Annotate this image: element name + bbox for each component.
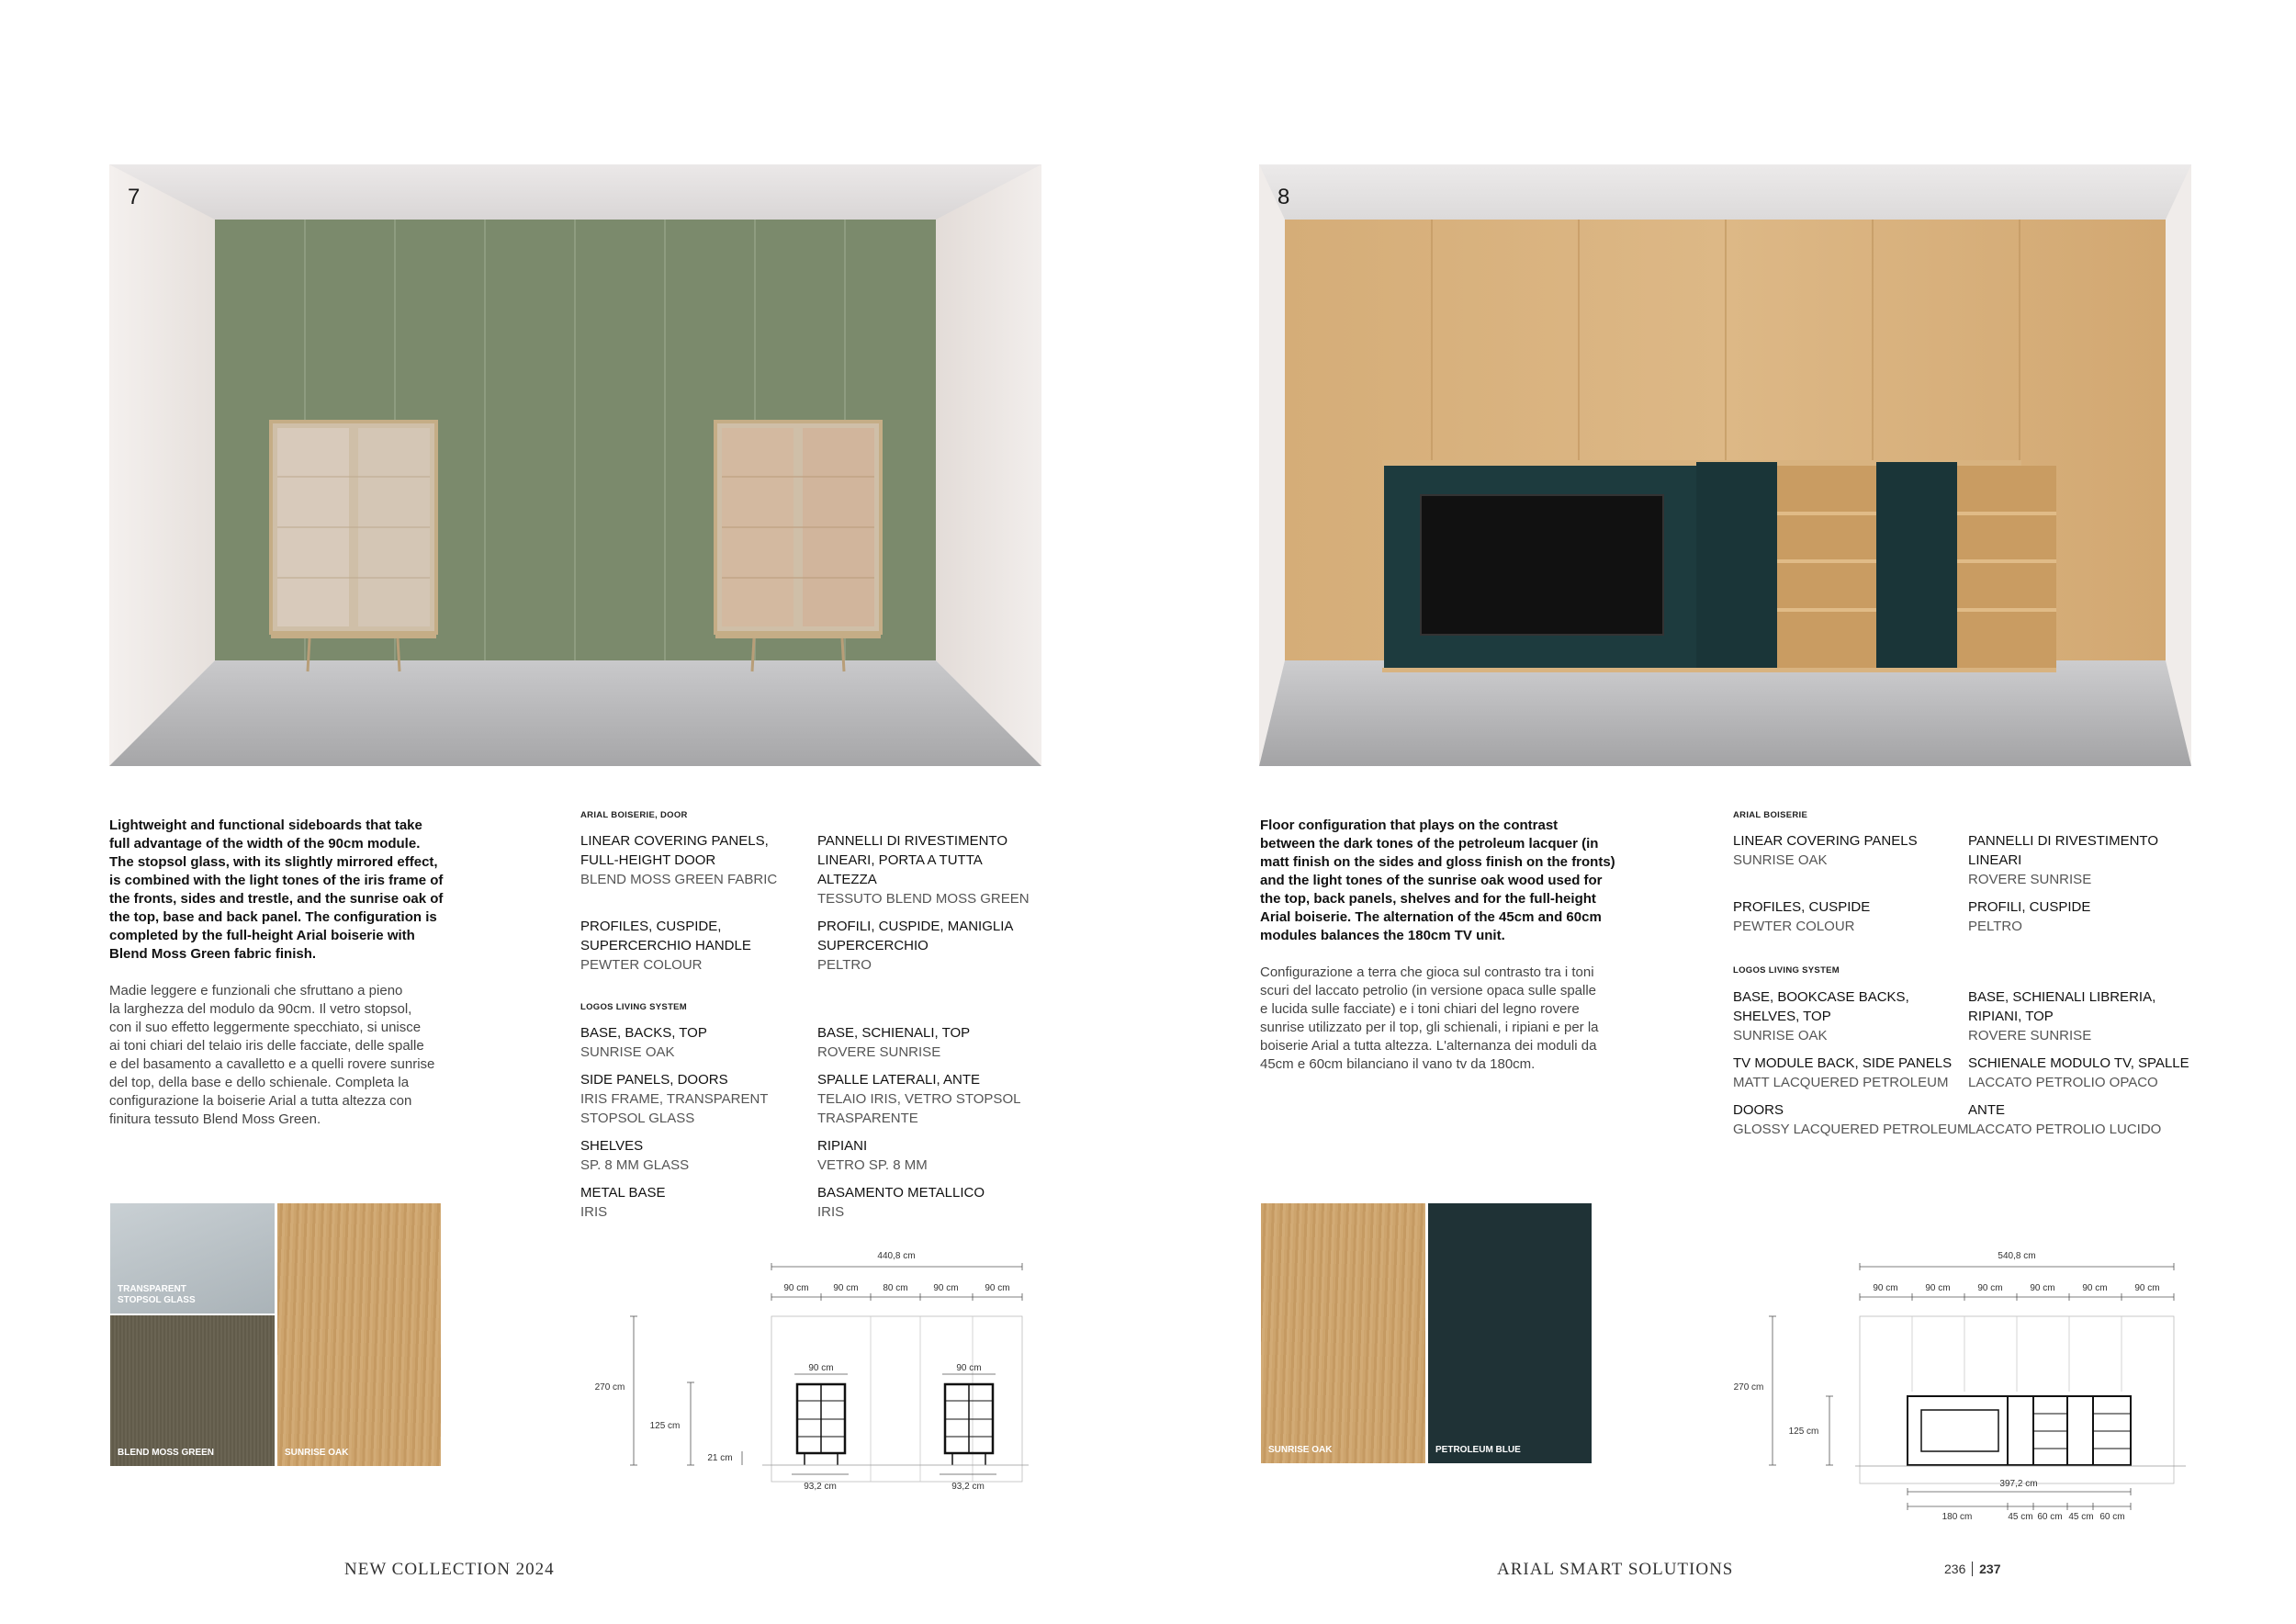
technical-drawing-left [588, 1245, 1047, 1506]
text-line: e del basamento a cavalletto e a quelli rovere sunrise [109, 1056, 435, 1072]
dim-base-part: 60 cm [2037, 1512, 2063, 1522]
spec-title: PROFILI, CUSPIDE, MANIGLIA [817, 919, 1014, 934]
spec-item-it [817, 831, 1030, 908]
dim-leg-height: 21 cm [707, 1453, 733, 1463]
spec-item-it [817, 1023, 970, 1062]
spec-title: PROFILES, CUSPIDE, [580, 919, 722, 934]
spec-title: LINEARI [1968, 852, 2022, 868]
spec-value: SP. 8 MM GLASS [580, 1157, 690, 1173]
spec-title: SHELVES [580, 1138, 644, 1154]
spec-item-it [1968, 1100, 2161, 1139]
footer-product-line: ARIAL SMART SOLUTIONS [1497, 1560, 1734, 1579]
spec-value: IRIS [580, 1204, 608, 1220]
text-line: between the dark tones of the petroleum lacquer (in [1260, 836, 1599, 851]
spec-title: LINEAR COVERING PANELS, [580, 833, 769, 849]
spec-item-it [1968, 987, 2155, 1045]
spec-item-en [1733, 1054, 1952, 1092]
swatch-label: SUNRISE OAK [285, 1448, 349, 1458]
text-line: con il suo effetto leggermente specchiato, si unisce [109, 1020, 422, 1035]
text-line: finitura tessuto Blend Moss Green. [109, 1111, 321, 1127]
photo-number: 7 [128, 185, 141, 209]
dim-module: 90 cm [985, 1283, 1010, 1293]
spec-value: STOPSOL GLASS [580, 1111, 695, 1126]
spec-value: TRASPARENTE [817, 1111, 918, 1126]
spec-title: LINEAR COVERING PANELS [1733, 833, 1918, 849]
dim-base-width: 93,2 cm [951, 1482, 985, 1492]
page-number-left: 236 [1944, 1562, 1966, 1576]
dim-unit-width: 90 cm [808, 1363, 834, 1373]
spec-value: SUNRISE OAK [1733, 1028, 1828, 1043]
spec-value: PELTRO [817, 957, 872, 973]
spec-title: PROFILI, CUSPIDE [1968, 899, 2091, 915]
spec-value: VETRO SP. 8 MM [817, 1157, 928, 1173]
dim-unit-height: 125 cm [1788, 1427, 1819, 1437]
text-line: the top, base and back panel. The configuration is [109, 909, 437, 925]
dim-module: 80 cm [883, 1283, 908, 1293]
spec-value: ROVERE SUNRISE [817, 1044, 941, 1060]
text-line: The stopsol glass, with its slightly mirrored effect, [109, 854, 438, 870]
spec-item-en [580, 1183, 666, 1222]
swatch-label: PETROLEUM BLUE [1435, 1445, 1521, 1455]
description-en [1260, 817, 1615, 945]
spec-value: PEWTER COLOUR [1733, 919, 1855, 934]
footer-collection: NEW COLLECTION 2024 [344, 1560, 555, 1579]
spec-item-en [1733, 987, 1909, 1045]
dim-unit-height: 125 cm [649, 1421, 681, 1431]
text-line: the fronts, sides and trestle, and the sunrise oak of [109, 891, 444, 907]
text-line: Arial boiserie. The alternation of the 45cm and 60cm [1260, 909, 1602, 925]
dim-module: 90 cm [1977, 1283, 2003, 1293]
section-title-logos: LOGOS LIVING SYSTEM [1733, 965, 1840, 976]
spec-title: RIPIANI, TOP [1968, 1009, 2054, 1024]
swatch-sunrise-oak [1261, 1203, 1425, 1463]
spec-item-en [580, 1136, 689, 1175]
spec-title: BASE, BACKS, TOP [580, 1025, 707, 1041]
dim-base-part: 60 cm [2099, 1512, 2125, 1522]
room-render-8 [1259, 164, 2191, 766]
text-line: Madie leggere e funzionali che sfruttano a pieno [109, 983, 403, 998]
dim-module: 90 cm [2134, 1283, 2160, 1293]
text-line: completed by the full-height Arial boiserie with [109, 928, 415, 943]
text-line: full advantage of the width of the 90cm module. [109, 836, 421, 851]
spec-title: SPALLE LATERALI, ANTE [817, 1072, 981, 1088]
section-title-logos: LOGOS LIVING SYSTEM [580, 1002, 688, 1012]
text-line: Configurazione a terra che gioca sul contrasto tra i toni [1260, 964, 1594, 980]
dim-module: 90 cm [1873, 1283, 1898, 1293]
spec-value: BLEND MOSS GREEN FABRIC [580, 872, 778, 887]
swatch-stopsol-glass [110, 1203, 275, 1314]
spec-item-en [580, 917, 751, 975]
swatch-sunrise-oak [277, 1203, 441, 1466]
dim-unit-width: 90 cm [956, 1363, 982, 1373]
spec-title: PANNELLI DI RIVESTIMENTO [1968, 833, 2158, 849]
text-line: matt finish on the sides and gloss finish on the fronts) [1260, 854, 1615, 870]
text-line: Floor configuration that plays on the contrast [1260, 818, 1559, 833]
photo-sideboards [109, 164, 1041, 766]
spec-title: PANNELLI DI RIVESTIMENTO [817, 833, 1007, 849]
spec-value: SUNRISE OAK [1733, 852, 1828, 868]
spec-title: SHELVES, TOP [1733, 1009, 1831, 1024]
dim-base-width: 93,2 cm [804, 1482, 837, 1492]
spec-item-it [817, 917, 1013, 975]
spec-title: SIDE PANELS, DOORS [580, 1072, 728, 1088]
spec-title: BASE, SCHIENALI LIBRERIA, [1968, 989, 2156, 1005]
spec-title: RIPIANI [817, 1138, 868, 1154]
dim-base-total: 397,2 cm [1999, 1479, 2038, 1489]
dim-module: 90 cm [783, 1283, 809, 1293]
dim-base-part: 180 cm [1941, 1512, 1973, 1522]
spec-value: PELTRO [1968, 919, 2022, 934]
dim-base-part: 45 cm [2068, 1512, 2094, 1522]
spec-title: METAL BASE [580, 1185, 666, 1201]
spec-value: IRIS FRAME, TRANSPARENT [580, 1091, 769, 1107]
spec-value: IRIS [817, 1204, 845, 1220]
sideboard-left [271, 422, 436, 671]
text-line: and the light tones of the sunrise oak wood used for [1260, 873, 1603, 888]
spec-title: TV MODULE BACK, SIDE PANELS [1733, 1055, 1953, 1071]
page-number-right: 237 [1979, 1562, 2001, 1576]
page-numbers [1944, 1562, 2001, 1576]
text-line: Lightweight and functional sideboards that take [109, 818, 422, 833]
spec-title: ANTE [1968, 1102, 2006, 1118]
spec-value: TESSUTO BLEND MOSS GREEN [817, 891, 1030, 907]
technical-drawing-right [1727, 1245, 2204, 1525]
dim-module: 90 cm [1925, 1283, 1951, 1293]
spec-title: ALTEZZA [817, 872, 877, 887]
description-it [109, 982, 434, 1129]
spec-item-it [1968, 831, 2158, 889]
spec-value: MATT LACQUERED PETROLEUM [1733, 1075, 1949, 1090]
text-line: the top, back panels, shelves and for the full-height [1260, 891, 1596, 907]
text-line: ai toni chiari del telaio iris delle facciate, delle spalle [109, 1038, 424, 1054]
spec-title: BASE, BOOKCASE BACKS, [1733, 989, 1909, 1005]
spec-value: LACCATO PETROLIO LUCIDO [1968, 1122, 2162, 1137]
spec-title: BASAMENTO METALLICO [817, 1185, 985, 1201]
spec-value: GLOSSY LACQUERED PETROLEUM [1733, 1122, 1969, 1137]
spec-item-en [580, 1070, 768, 1128]
spec-item-en [1733, 831, 1918, 870]
spec-item-en [1733, 897, 1870, 936]
spec-value: LACCATO PETROLIO OPACO [1968, 1075, 2158, 1090]
dim-total: 540,8 cm [1998, 1251, 2036, 1261]
dim-module: 90 cm [2030, 1283, 2055, 1293]
spec-title: BASE, SCHIENALI, TOP [817, 1025, 971, 1041]
photo-number: 8 [1277, 185, 1290, 209]
text-line: la larghezza del modulo da 90cm. Il vetro stopsol, [109, 1001, 412, 1017]
spec-item-en [580, 1023, 707, 1062]
dim-total: 440,8 cm [877, 1251, 916, 1261]
swatch-label: BLEND MOSS GREEN [118, 1448, 215, 1458]
section-title-boiserie: ARIAL BOISERIE [1733, 810, 1808, 820]
swatch-label: SUNRISE OAK [1268, 1445, 1333, 1455]
dim-base-part: 45 cm [2008, 1512, 2033, 1522]
text-line: del top, della base e dello schienale. Completa la [109, 1075, 410, 1090]
spec-title: DOORS [1733, 1102, 1784, 1118]
dim-module: 90 cm [2082, 1283, 2108, 1293]
spec-value: PEWTER COLOUR [580, 957, 703, 973]
swatch-petroleum-blue [1428, 1203, 1592, 1463]
text-line: modules balances the 180cm TV unit. [1260, 928, 1505, 943]
spec-value: ROVERE SUNRISE [1968, 1028, 2092, 1043]
dim-height: 270 cm [594, 1382, 625, 1393]
swatch-label: TRANSPARENT STOPSOL GLASS [118, 1284, 196, 1305]
dim-module: 90 cm [933, 1283, 959, 1293]
dim-module: 90 cm [833, 1283, 859, 1293]
text-line: 45cm e 60cm bilanciano il vano tv da 180cm. [1260, 1056, 1536, 1072]
spec-value: TELAIO IRIS, VETRO STOPSOL [817, 1091, 1021, 1107]
spec-title: SUPERCERCHIO [817, 938, 929, 953]
spec-title: LINEARI, PORTA A TUTTA [817, 852, 983, 868]
room-render-7 [109, 164, 1041, 766]
spec-title: FULL-HEIGHT DOOR [580, 852, 716, 868]
spec-value: SUNRISE OAK [580, 1044, 675, 1060]
text-line: sunrise utilizzato per il top, gli schienali, i ripiani e per la [1260, 1020, 1599, 1035]
description-en [109, 817, 443, 964]
description-it [1260, 964, 1599, 1074]
text-line: is combined with the light tones of the iris frame of [109, 873, 444, 888]
spec-value: ROVERE SUNRISE [1968, 872, 2092, 887]
tv-unit [1382, 460, 2056, 672]
spec-item-en [1733, 1100, 1968, 1139]
text-line: e lucida sulle facciate) e i toni chiari del legno rovere [1260, 1001, 1580, 1017]
photo-tv-unit [1259, 164, 2191, 766]
section-title-boiserie: ARIAL BOISERIE, DOOR [580, 810, 688, 820]
text-line: scuri del laccato petrolio (in versione opaca sulle spalle [1260, 983, 1597, 998]
text-line: Blend Moss Green fabric finish. [109, 946, 317, 962]
spec-item-it [1968, 897, 2090, 936]
spec-title: SUPERCERCHIO HANDLE [580, 938, 751, 953]
spec-title: PROFILES, CUSPIDE [1733, 899, 1871, 915]
spec-item-it [817, 1183, 985, 1222]
text-line: boiserie Arial a tutta altezza. L'alternanza dei moduli da [1260, 1038, 1597, 1054]
sideboard-right [715, 422, 881, 671]
swatch-blend-moss-green [110, 1315, 275, 1466]
spec-item-it [817, 1070, 1020, 1128]
text-line: configurazione la boiserie Arial a tutta altezza con [109, 1093, 412, 1109]
spec-title: SCHIENALE MODULO TV, SPALLE [1968, 1055, 2189, 1071]
spec-item-it [1968, 1054, 2189, 1092]
dim-height: 270 cm [1733, 1382, 1764, 1393]
spec-item-en [580, 831, 777, 889]
spec-item-it [817, 1136, 928, 1175]
